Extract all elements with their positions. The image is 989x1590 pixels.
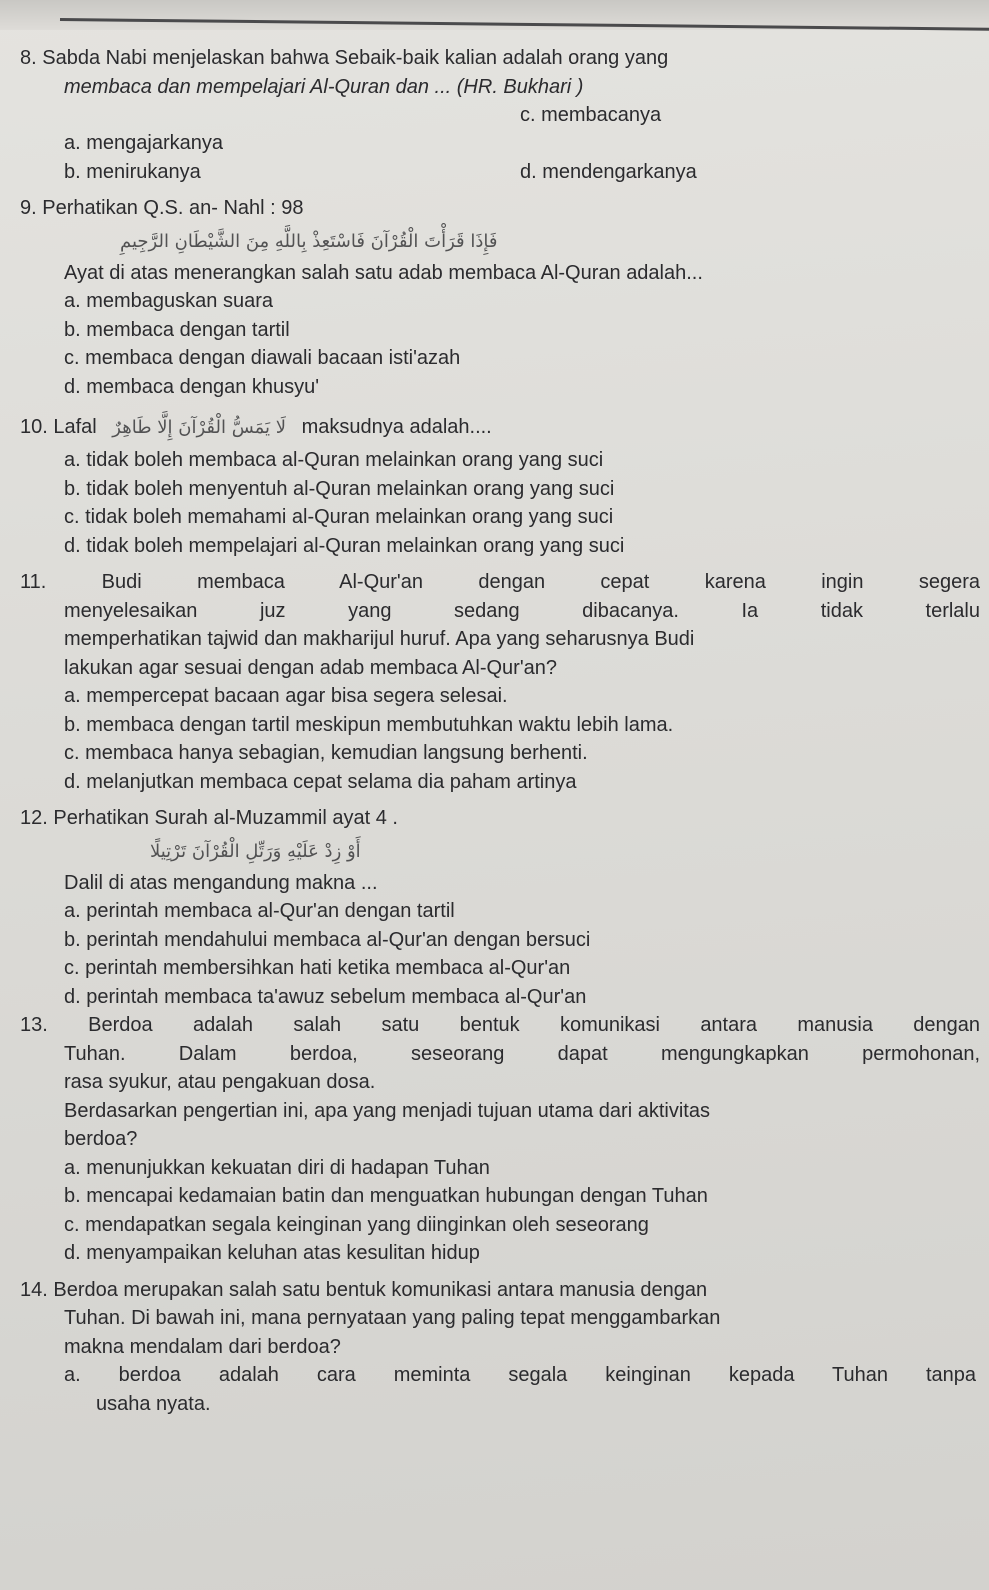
question-14-stem-line2: Tuhan. Di bawah ini, mana pernyataan yang paling tepat menggambarkan	[64, 1307, 721, 1329]
question-9-arabic-verse	[20, 223, 980, 259]
question-8-stem-line1: 8. Sabda Nabi menjelaskan bahwa Sebaik-baik kalian adalah orang yang	[20, 47, 669, 69]
question-11-stem-line2: menyelesaikan juz yang sedang dibacanya. Ia tidak terlalu	[64, 599, 980, 622]
question-11-stem-line3: memperhatikan tajwid dan makharijul huruf. Apa yang seharusnya Budi	[64, 628, 695, 650]
question-13-stem-line5: berdoa?	[64, 1128, 138, 1150]
option-13c[interactable]: c. mendapatkan segala keinginan yang diinginkan oleh seseorang	[64, 1213, 649, 1236]
option-10c[interactable]: c. tidak boleh memahami al-Quran melainkan orang yang suci	[64, 506, 614, 528]
question-12-arabic-verse	[20, 833, 980, 869]
option-12b[interactable]: b. perintah mendahului membaca al-Qur'an dengan bersuci	[64, 928, 591, 951]
option-8d[interactable]: d. mendengarkanya	[520, 160, 697, 183]
option-11c[interactable]: c. membaca hanya sebagian, kemudian langsung berhenti.	[64, 742, 588, 764]
question-14-stem-line3: makna mendalam dari berdoa?	[64, 1335, 341, 1358]
option-13d[interactable]: d. menyampaikan keluhan atas kesulitan hidup	[64, 1242, 480, 1264]
question-13-stem-line3: rasa syukur, atau pengakuan dosa.	[64, 1071, 376, 1093]
option-9c[interactable]: c. membaca dengan diawali bacaan isti'azah	[64, 347, 461, 369]
option-9b[interactable]: b. membaca dengan tartil	[64, 318, 290, 341]
question-10	[20, 409, 980, 560]
option-12c[interactable]: c. perintah membersihkan hati ketika membaca al-Qur'an	[64, 957, 571, 979]
arabic-phrase-text: لَا يَمَسُّ الْقُرْآنَ إِلَّا طَاهِرٌ	[112, 417, 287, 438]
question-13-stem-line2: Tuhan. Dalam berdoa, seseorang dapat mengungkapkan permohonan,	[64, 1042, 980, 1065]
question-8	[20, 44, 980, 186]
question-13-stem-line4: Berdasarkan pengertian ini, apa yang menjadi tujuan utama dari aktivitas	[64, 1099, 710, 1122]
questions-content	[20, 44, 980, 1418]
question-8-options	[20, 101, 980, 186]
question-12	[20, 804, 980, 1011]
question-10-prefix: 10. Lafal	[20, 416, 97, 438]
option-12d[interactable]: d. perintah membaca ta'awuz sebelum membaca al-Qur'an	[64, 985, 587, 1008]
question-8-stem-line2: membaca dan mempelajari Al-Quran dan ... (HR. Bukhari )	[64, 75, 584, 98]
option-10a[interactable]: a. tidak boleh membaca al-Quran melainkan orang yang suci	[64, 449, 604, 471]
option-13a[interactable]: a. menunjukkan kekuatan diri di hadapan Tuhan	[64, 1156, 490, 1179]
option-9d[interactable]: d. membaca dengan khusyu'	[64, 375, 320, 398]
question-12-stem-line2: Dalil di atas mengandung makna ...	[64, 871, 378, 894]
option-11b[interactable]: b. membaca dengan tartil meskipun membutuhkan waktu lebih lama.	[64, 713, 674, 736]
option-8b[interactable]: b. menirukanya	[64, 160, 201, 183]
question-10-stem	[20, 409, 980, 446]
question-13	[20, 1011, 980, 1268]
option-8a[interactable]: a. mengajarkanya	[64, 132, 223, 154]
question-10-suffix: maksudnya adalah....	[301, 416, 492, 438]
option-14a[interactable]: a. berdoa adalah cara meminta segala keinginan kepada Tuhan tanpa	[64, 1364, 976, 1386]
arabic-verse-text: أَوْ زِدْ عَلَيْهِ وَرَتِّلِ الْقُرْآنَ تَرْتِيلًا	[150, 840, 361, 862]
option-10b[interactable]: b. tidak boleh menyentuh al-Quran melainkan orang yang suci	[64, 477, 615, 500]
question-11-stem-line4: lakukan agar sesuai dengan adab membaca Al-Qur'an?	[64, 656, 558, 679]
option-9a[interactable]: a. membaguskan suara	[64, 290, 274, 312]
question-12-stem-line1: 12. Perhatikan Surah al-Muzammil ayat 4 .	[20, 807, 398, 829]
arabic-verse-text: فَإِذَا قَرَأْتَ الْقُرْآنَ فَاسْتَعِذْ بِاللَّهِ مِنَ الشَّيْطَانِ الرَّجِيمِ	[120, 230, 498, 252]
option-14a-continued: usaha nyata.	[96, 1392, 211, 1415]
option-11a[interactable]: a. mempercepat bacaan agar bisa segera selesai.	[64, 685, 508, 707]
option-10d[interactable]: d. tidak boleh mempelajari al-Quran melainkan orang yang suci	[64, 534, 625, 557]
option-13b[interactable]: b. mencapai kedamaian batin dan menguatkan hubungan dengan Tuhan	[64, 1185, 708, 1207]
question-9	[20, 194, 980, 401]
option-12a[interactable]: a. perintah membaca al-Qur'an dengan tartil	[64, 900, 455, 922]
option-8c[interactable]: c. membacanya	[520, 104, 662, 126]
question-14-stem-line1: 14. Berdoa merupakan salah satu bentuk komunikasi antara manusia dengan	[20, 1278, 708, 1301]
question-9-stem-line2: Ayat di atas menerangkan salah satu adab membaca Al-Quran adalah...	[64, 261, 703, 284]
question-9-stem-line1: 9. Perhatikan Q.S. an- Nahl : 98	[20, 197, 304, 219]
question-13-stem-line1: 13. Berdoa adalah salah satu bentuk komunikasi antara manusia dengan	[20, 1014, 980, 1036]
question-11-stem-line1: 11. Budi membaca Al-Qur'an dengan cepat karena ingin segera	[20, 571, 980, 593]
question-14	[20, 1276, 980, 1419]
question-11	[20, 568, 980, 796]
option-11d[interactable]: d. melanjutkan membaca cepat selama dia paham artinya	[64, 770, 577, 793]
